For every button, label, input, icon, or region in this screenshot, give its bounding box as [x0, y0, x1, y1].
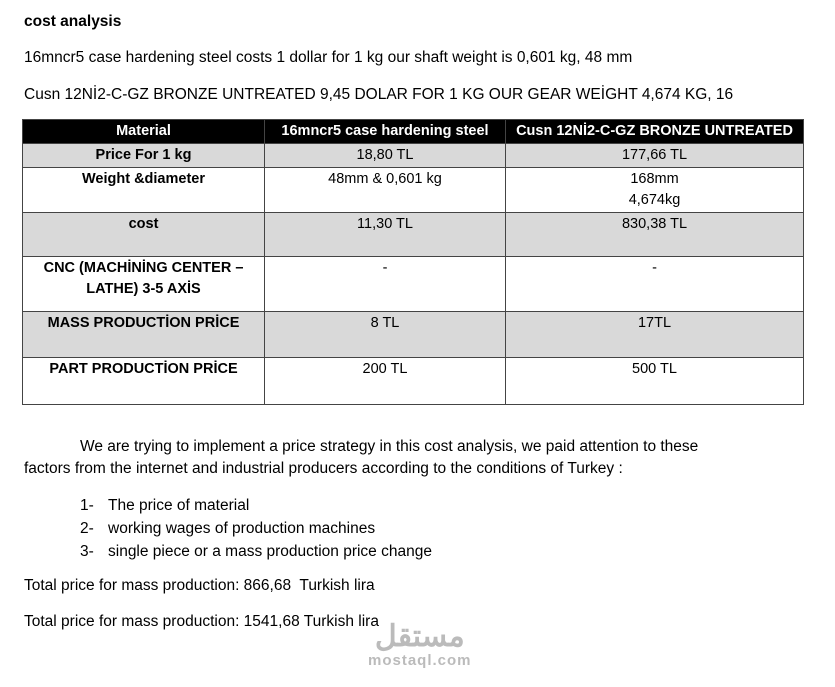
table-cell: -	[265, 257, 506, 312]
steel-cost-line: 16mncr5 case hardening steel costs 1 dollar for 1 kg our shaft weight is 0,601 kg, 48 mm	[24, 49, 633, 66]
table-header: Material	[23, 120, 265, 144]
list-text: working wages of production machines	[108, 520, 376, 537]
list-number: 2-	[80, 520, 94, 537]
table-row	[23, 312, 804, 358]
cell-line: LATHE) 3-5 AXİS	[86, 281, 201, 297]
factors-list	[80, 494, 432, 563]
row-label: cost	[23, 213, 265, 257]
list-item	[80, 517, 432, 540]
table-cell	[506, 168, 804, 213]
table-header: Cusn 12Nİ2-C-GZ BRONZE UNTREATED	[506, 120, 804, 144]
cell-line: 4,674kg	[628, 192, 681, 208]
table-cell: 177,66 TL	[506, 144, 804, 168]
total-price-line: Total price for mass production: 1541,68 Turkish lira	[24, 613, 379, 630]
table-row	[23, 144, 804, 168]
table-row	[23, 257, 804, 312]
table-cell: 8 TL	[265, 312, 506, 358]
list-text: The price of material	[108, 497, 250, 514]
cell-line: 168mm	[630, 171, 679, 187]
table-cell: 18,80 TL	[265, 144, 506, 168]
row-label: PART PRODUCTİON PRİCE	[23, 358, 265, 405]
list-item	[80, 540, 432, 563]
table-cell: 17TL	[506, 312, 804, 358]
table-cell: 500 TL	[506, 358, 804, 405]
table-cell: 48mm & 0,601 kg	[265, 168, 506, 213]
document-heading: cost analysis	[24, 13, 122, 30]
table-cell: 11,30 TL	[265, 213, 506, 257]
watermark-latin: mostaql.com	[368, 652, 472, 669]
row-label: MASS PRODUCTİON PRİCE	[23, 312, 265, 358]
row-label: Price For 1 kg	[23, 144, 265, 168]
cell-line: CNC (MACHİNİNG CENTER –	[43, 260, 244, 276]
strategy-paragraph	[24, 436, 784, 480]
table-cell: 830,38 TL	[506, 213, 804, 257]
table-header: 16mncr5 case hardening steel	[265, 120, 506, 144]
table-row	[23, 168, 804, 213]
total-price-line: Total price for mass production: 866,68 Turkish lira	[24, 577, 375, 594]
list-text: single piece or a mass production price change	[108, 543, 432, 560]
cost-table	[22, 119, 804, 405]
row-label: Weight &diameter	[23, 168, 265, 213]
list-number: 1-	[80, 497, 94, 514]
watermark-arabic: مستقل	[374, 620, 465, 653]
table-row	[23, 358, 804, 405]
paragraph-line: We are trying to implement a price strategy in this cost analysis, we paid attention to these	[80, 438, 699, 455]
list-item	[80, 494, 432, 517]
table-cell: -	[506, 257, 804, 312]
paragraph-line: factors from the internet and industrial producers according to the conditions of Turkey :	[24, 460, 623, 477]
table-header-row	[23, 120, 804, 144]
list-number: 3-	[80, 543, 94, 560]
table-cell: 200 TL	[265, 358, 506, 405]
row-label	[23, 257, 265, 312]
table-row	[23, 213, 804, 257]
bronze-cost-line: Cusn 12Nİ2-C-GZ BRONZE UNTREATED 9,45 DOLAR FOR 1 KG OUR GEAR WEİGHT 4,674 KG, 16	[24, 86, 734, 103]
mostaql-watermark-logo	[368, 622, 472, 669]
